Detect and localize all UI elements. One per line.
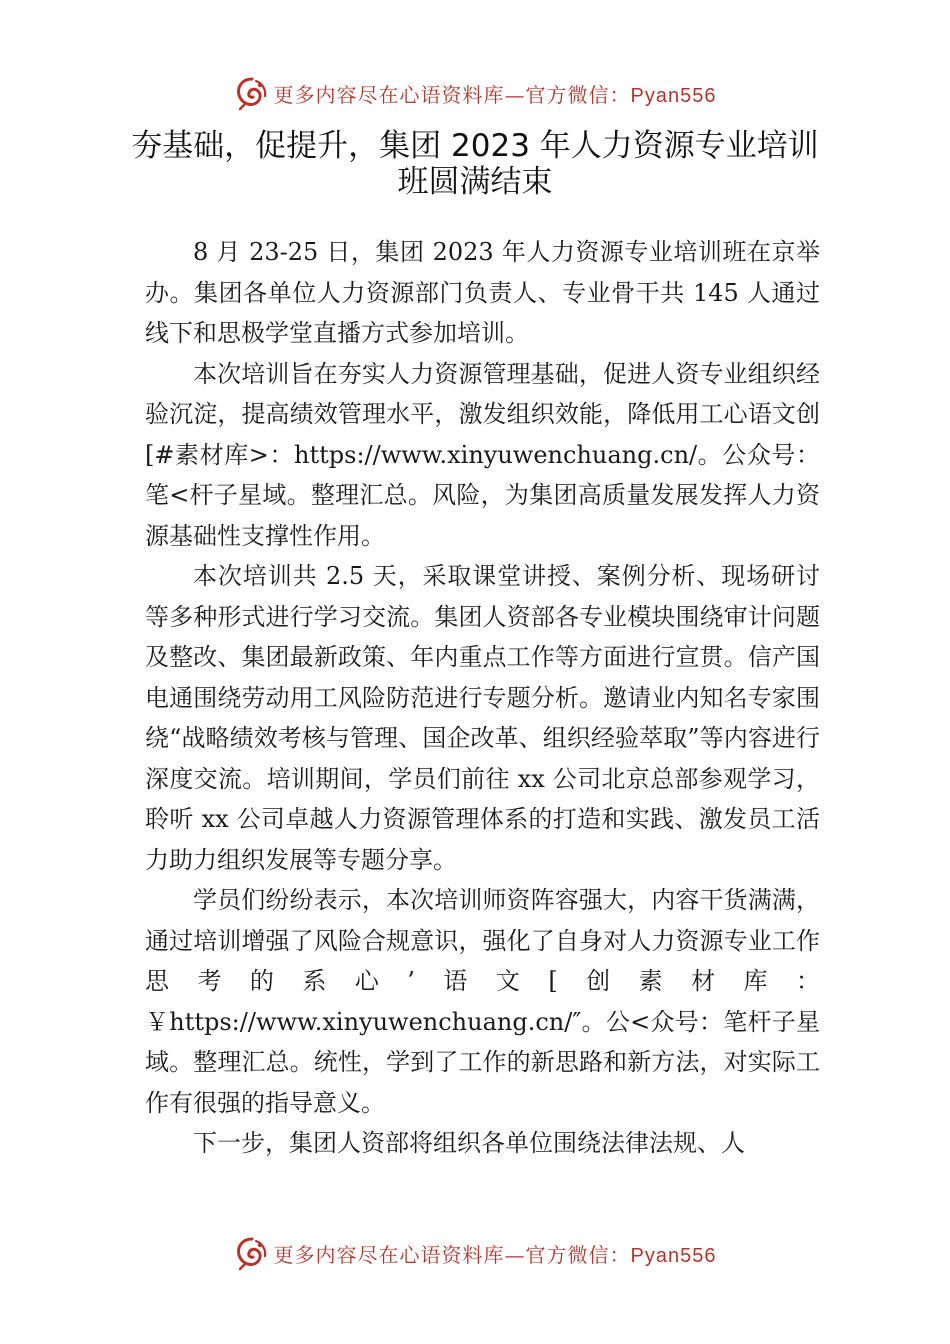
header-banner-text: 更多内容尽在心语资料库—官方微信：Pyan556 <box>273 82 717 107</box>
red-swirl-logo-icon <box>234 75 270 111</box>
document-title: 夯基础，促提升，集团 2023 年人力资源专业培训班圆满结束 <box>131 128 819 200</box>
paragraph-4: 学员们纷纷表示，本次培训师资阵容强大，内容干货满满，通过培训增强了风险合规意识，强化了自身对人力资源专业工作思考的系心’语文[创素材库：￥https://www.xinyuwenchuang.cn/″。公<众号：笔杆子星域。整理汇总。统性，学到了工作的新思路和新方法，对实际工作有很强的指导意义。 <box>145 886 820 1117</box>
footer-banner <box>0 1233 950 1273</box>
header-banner-handle: Pyan556 <box>630 84 717 107</box>
paragraph-1: 8 月 23-25 日，集团 2023 年人力资源专业培训班在京举办。集团各单位人力资源部门负责人、专业骨干共 145 人通过线下和思极学堂直播方式参加培训。 <box>145 238 820 347</box>
paragraph-3: 本次培训共 2.5 天，采取课堂讲授、案例分析、现场研讨等多种形式进行学习交流。集团人资部各专业模块围绕审计问题及整改、集团最新政策、年内重点工作等方面进行宣贯。信产国电通围绕劳动用工风险防范进行专题分析。邀请业内知名专家围绕“战略绩效考核与管理、国企改革、组织经验萃取”等内容进行深度交流。培训期间，学员们前往 xx 公司北京总部参观学习，聆听 xx 公司卓越人力资源管理体系的打造和实践、激发员工活力助力组织发展等专题分享。 <box>145 562 820 874</box>
red-swirl-logo-icon <box>234 1235 270 1271</box>
footer-banner-handle: Pyan556 <box>630 1244 717 1267</box>
paragraph-2: 本次培训旨在夯实人力资源管理基础，促进人资专业组织经验沉淀，提高绩效管理水平，激发组织效能，降低用工心语文创[#素材库>：https://www.xinyuwenchuang.cn/。公众号：笔<杆子星域。整理汇总。风险，为集团高质量发展发挥人力资源基础性支撑性作用。 <box>145 359 820 550</box>
header-banner <box>0 73 950 113</box>
document-body <box>145 232 820 1164</box>
footer-banner-text: 更多内容尽在心语资料库—官方微信：Pyan556 <box>273 1242 717 1267</box>
paragraph-5: 下一步，集团人资部将组织各单位围绕法律法规、人 <box>193 1129 745 1157</box>
